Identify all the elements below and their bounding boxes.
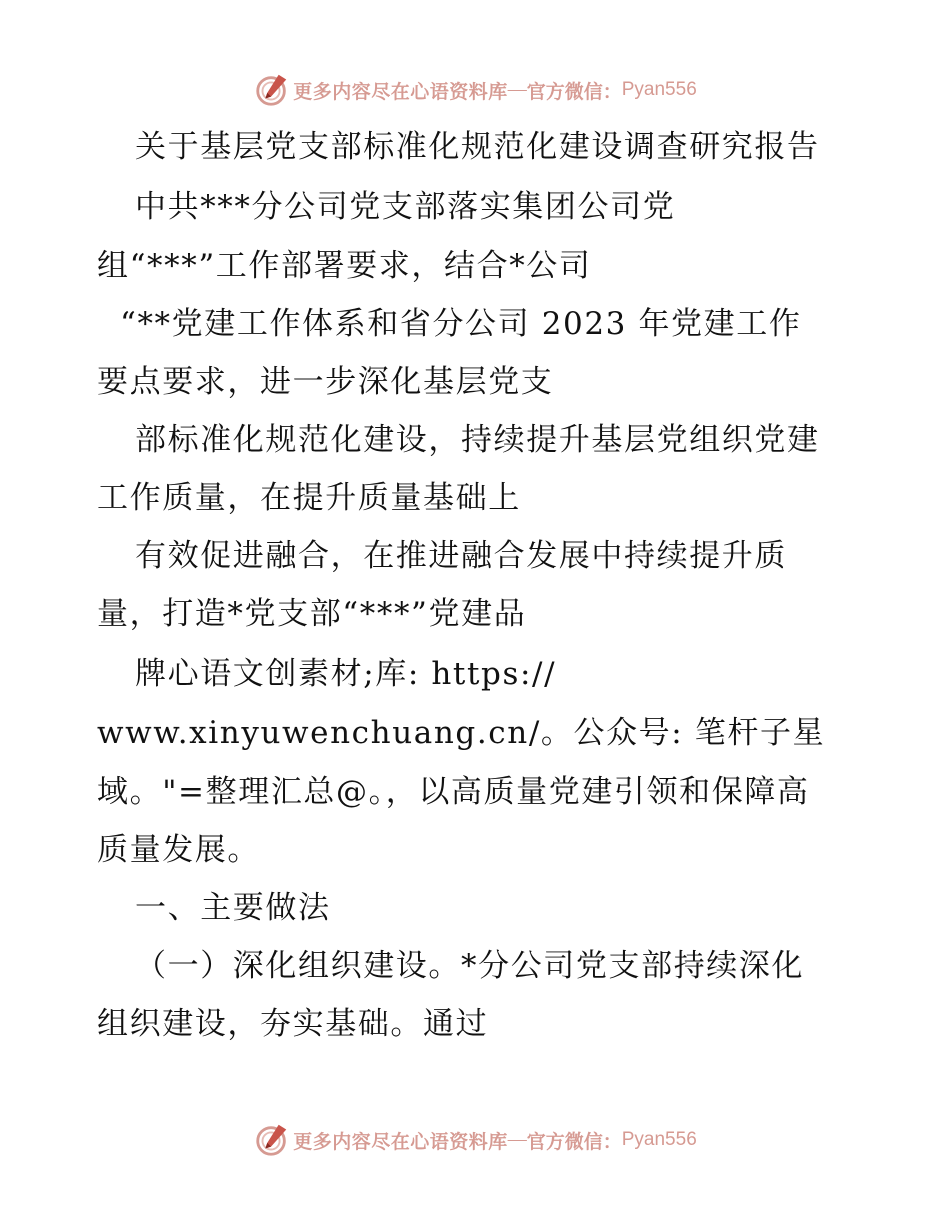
banner-dash: — (507, 1129, 527, 1150)
paragraph-line: 中共***分公司党支部落实集团公司党 (135, 189, 676, 225)
banner-contact-label: 官方微信： (526, 80, 622, 103)
paragraph-line: 域。"=整理汇总@。，以高质量党建引领和保障高 (97, 774, 810, 810)
paragraph-line: 质量发展。 (97, 832, 260, 868)
paragraph-line: 牌心语文创素材;库: https:// (135, 656, 557, 692)
footer-banner (0, 1120, 950, 1160)
banner-contact-label: 官方微信： (526, 1130, 622, 1153)
paragraph-line: 组“***”工作部署要求，结合*公司 (97, 248, 592, 284)
paragraph-line: www.xinyuwenchuang.cn/。公众号: 笔杆子星 (97, 715, 826, 751)
paragraph-line: 组织建设，夯实基础。通过 (97, 1006, 489, 1042)
banner-text: 更多内容尽在心语资料库 (293, 1130, 508, 1153)
banner-contact-id: Pyan556 (621, 1129, 697, 1150)
banner-dash: — (507, 79, 527, 100)
report-title: 关于基层党支部标准化规范化建设调查研究报告 (135, 129, 820, 165)
banner-contact-id: Pyan556 (621, 79, 697, 100)
paragraph-line: 部标准化规范化建设，持续提升基层党组织党建 (135, 422, 820, 458)
subsection-heading: （一）深化组织建设。*分公司党支部持续深化 (135, 948, 805, 984)
section-heading: 一、主要做法 (135, 890, 331, 926)
paragraph-line: “**党建工作体系和省分公司 2023 年党建工作 (120, 306, 802, 342)
paragraph-line: 量，打造*党支部“***”党建品 (97, 596, 527, 632)
paragraph-line: 有效促进融合，在推进融合发展中持续提升质 (135, 538, 787, 574)
paragraph-line: 工作质量，在提升质量基础上 (97, 480, 521, 516)
paragraph-line: 要点要求，进一步深化基层党支 (97, 364, 554, 400)
pen-logo-icon (253, 1121, 291, 1159)
banner-text: 更多内容尽在心语资料库 (293, 80, 508, 103)
